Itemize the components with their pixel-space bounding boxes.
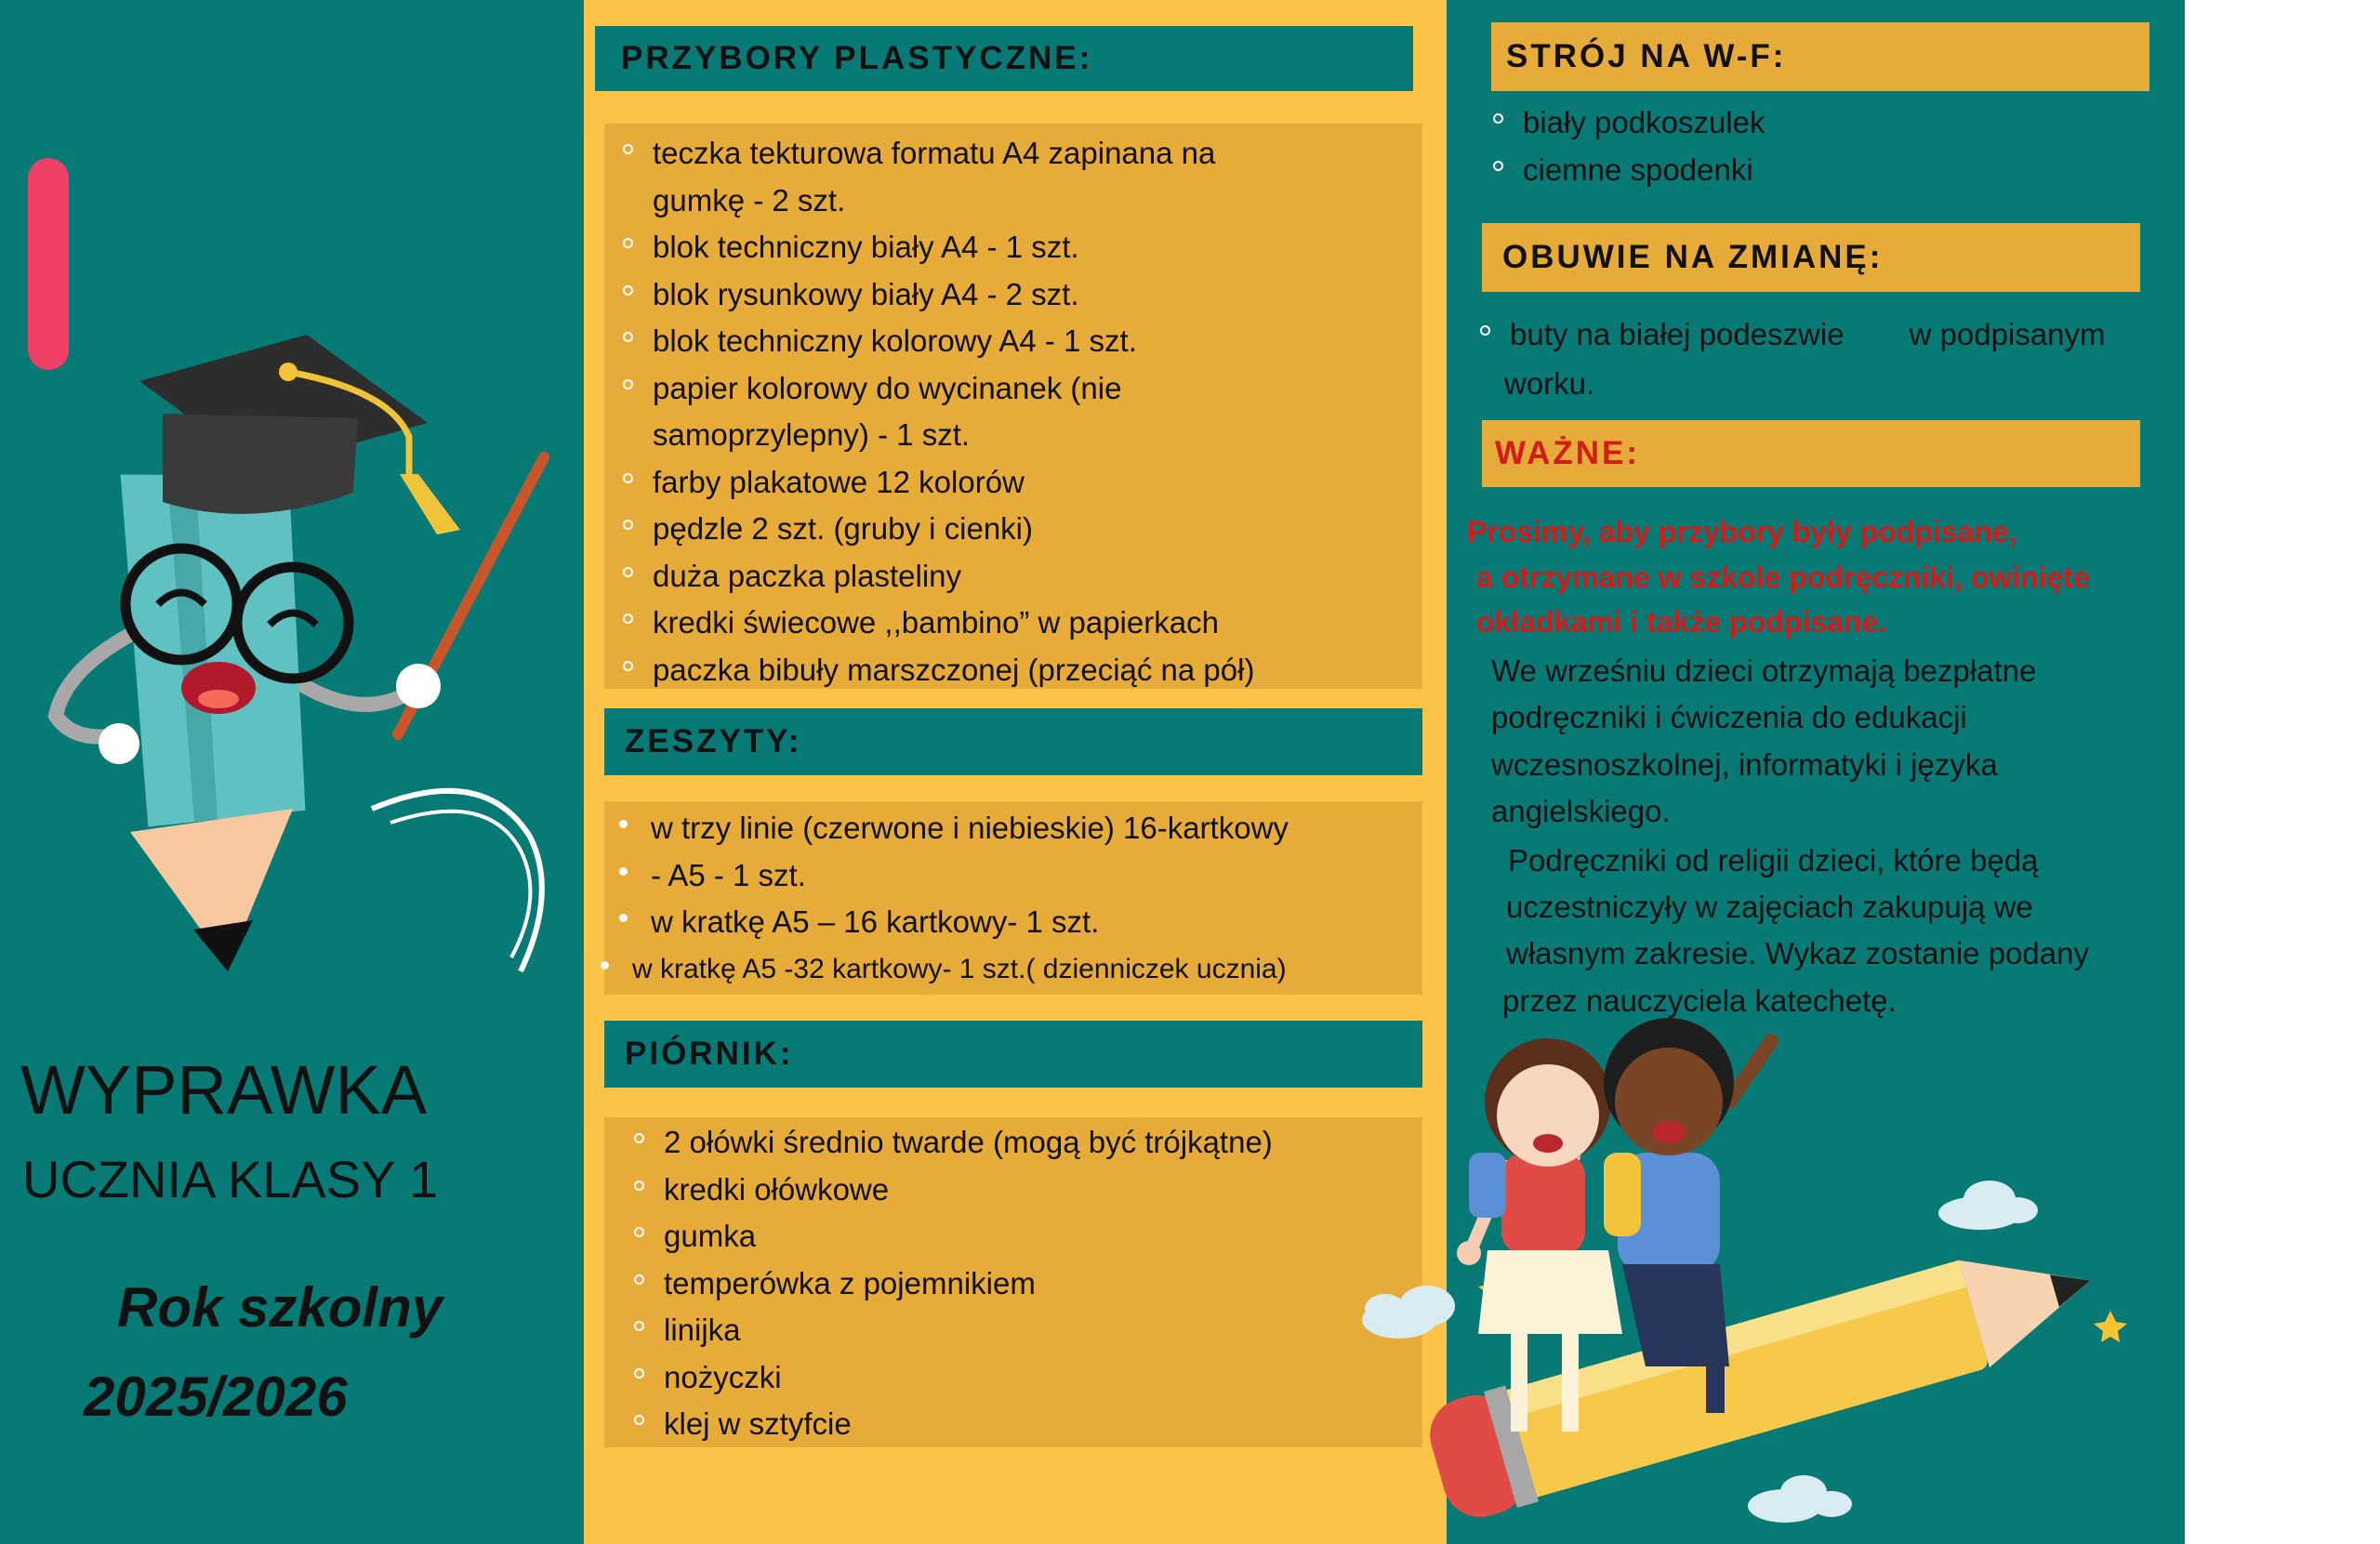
section-header-label: ZESZYTY: (625, 723, 802, 759)
important-notice-line: a otrzymane w szkole podręczniki, owinięte (1476, 561, 2090, 594)
list-item: kredki ołówkowe (664, 1167, 1273, 1214)
stroj-list (1523, 99, 1765, 193)
list-item: pędzle 2 szt. (gruby i cienki) (653, 506, 1254, 553)
list-item: w kratkę A5 – 16 kartkowy- 1 szt. (651, 899, 1305, 946)
list-item: klej w sztyfcie (664, 1401, 1273, 1448)
religion-info-line: Podręczniki od religii dzieci, które będą (1508, 843, 2039, 878)
section-header-label: STRÓJ NA W-F: (1506, 38, 1787, 74)
pink-stroke-icon (28, 158, 69, 370)
tassel-icon (400, 474, 460, 534)
important-notice-line: Prosimy, aby przybory były podpisane, (1467, 515, 2017, 548)
list-item: w trzy linie (czerwone i niebieskie) 16-kartkowy (651, 805, 1305, 852)
section-header-obuwie (1482, 223, 2140, 292)
section-header-plastyczne (595, 26, 1413, 91)
plastyczne-list (653, 130, 1254, 693)
religion-info-line: uczestniczyły w zajęciach zakupują we (1506, 890, 2033, 924)
school-year-value: 2025/2026 (84, 1366, 348, 1428)
list-item: blok techniczny kolorowy A4 - 1 szt. (653, 318, 1254, 365)
cloud-icon (1748, 1475, 1852, 1523)
section-header-label: OBUWIE NA ZMIANĘ: (1502, 239, 1884, 275)
list-item: kredki świecowe ,,bambino” w papierkach (653, 600, 1254, 647)
cloud-icon (1362, 1286, 1455, 1339)
section-header-label: PRZYBORY PLASTYCZNE: (621, 40, 1093, 76)
list-item: linijka (664, 1307, 1273, 1354)
religion-info-line: przez nauczyciela katechetę. (1502, 983, 1897, 1018)
list-item: blok techniczny biały A4 - 1 szt. (653, 224, 1254, 271)
kids-on-pencil-illustration (1339, 1013, 2138, 1543)
list-item: ciemne spodenki (1523, 147, 1765, 194)
section-header-label: PIÓRNIK: (625, 1036, 794, 1072)
obuwie-continuation: worku. (1504, 366, 1595, 401)
textbook-info-line: We wrześniu dzieci otrzymają bezpłatne (1491, 653, 2037, 688)
section-header-piornik (604, 1021, 1422, 1088)
zeszyty-list (632, 805, 1305, 993)
section-header-zeszyty (604, 708, 1422, 775)
list-item: gumka (664, 1213, 1273, 1260)
list-item: blok rysunkowy biały A4 - 2 szt. (653, 271, 1254, 319)
list-item: biały podkoszulek (1523, 99, 1765, 147)
title-line-1: WYPRAWKA (20, 1051, 428, 1128)
section-header-label: WAŻNE: (1495, 435, 1641, 471)
section-header-wazne (1482, 420, 2140, 487)
textbook-info-line: wczesnoszkolnej, informatyki i języka (1491, 747, 1998, 782)
list-item: buty na białej podeszwie w podpisanym (1510, 311, 2106, 359)
important-notice-line: okładkami i także podpisane. (1476, 605, 1887, 639)
list-item: - A5 - 1 szt. (651, 852, 1305, 900)
list-item: w kratkę A5 -32 kartkowy- 1 szt.( dzienniczek ucznia) (632, 946, 1287, 994)
list-item: duża paczka plasteliny (653, 553, 1254, 600)
religion-info-line: własnym zakresie. Wykaz zostanie podany (1506, 936, 2089, 970)
list-item: 2 ołówki średnio twarde (mogą być trójkątne) (664, 1119, 1273, 1167)
cloud-icon (1938, 1181, 2038, 1230)
list-item: temperówka z pojemnikiem (664, 1260, 1273, 1308)
textbook-info-line: angielskiego. (1491, 794, 1671, 828)
textbook-info-line: podręczniki i ćwiczenia do edukacji (1491, 700, 1967, 734)
section-header-stroj (1491, 22, 2149, 91)
list-item: paczka bibuły marszczonej (przeciąć na pół) (653, 647, 1254, 694)
list-item: teczka tekturowa formatu A4 zapinana na gumkę - 2 szt. (653, 130, 1254, 224)
list-item: farby plakatowe 12 kolorów (653, 459, 1254, 507)
piornik-list (664, 1119, 1273, 1448)
list-item: papier kolorowy do wycinanek (nie samoprzylepny) - 1 szt. (653, 365, 1254, 459)
school-year-label: Rok szkolny (117, 1276, 443, 1339)
pencil-mascot-illustration (0, 0, 584, 1023)
obuwie-list (1510, 311, 2106, 359)
list-item: nożyczki (664, 1354, 1273, 1402)
title-line-2: UCZNIA KLASY 1 (22, 1150, 439, 1208)
star-icon (2094, 1311, 2127, 1342)
